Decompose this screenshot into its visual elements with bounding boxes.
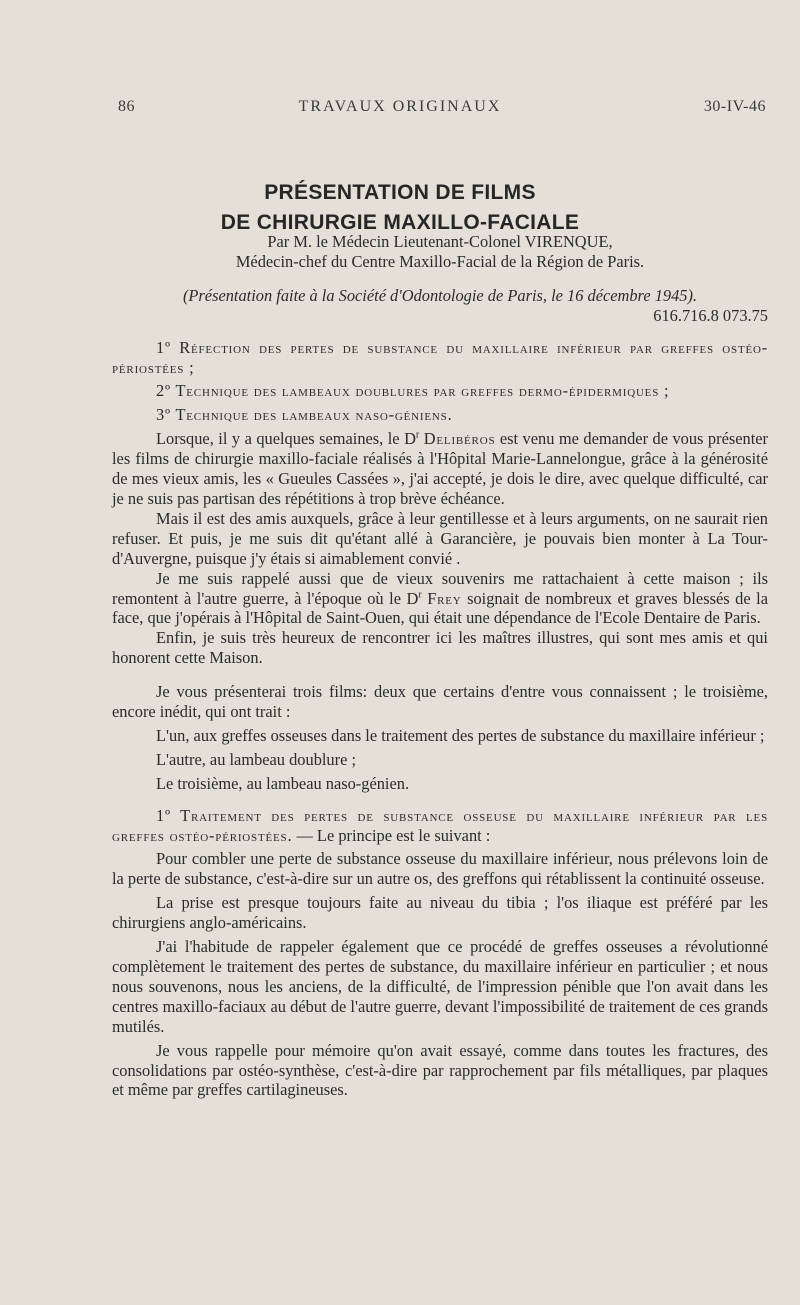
superscript: r [418,589,422,601]
paragraph: L'un, aux greffes osseuses dans le traitement des pertes de substance du maxillaire inférieur ; [156,725,765,745]
paragraph: Je vous présenterai trois films: deux que certains d'entre vous connaissent ; le troisième, encore inédit, qui ont trait : [112,682,768,722]
article-body [112,232,768,1100]
title-line-2: DE CHIRURGIE MAXILLO-FACIALE [220,211,580,234]
paragraph: Enfin, je suis très heureux de rencontrer ici les maîtres illustres, qui sont mes amis et qui honorent cette Maison. [112,628,768,668]
page-number: 86 [118,98,135,115]
author-line: Par M. le Médecin Lieutenant-Colonel VIRENQUE, [267,232,613,251]
section-1 [112,806,768,846]
name-delliberos: Delibéros [423,429,496,449]
text-run: Je me suis rappelé aussi que de vieux souvenirs me rattachaient à cette maison ; ils remontent à l'autre guerre, à l'époque où le D [112,568,768,608]
toc-item-2: 2º Technique des lambeaux doublures par greffes dermo-épidermiques ; [156,381,670,401]
text-run: soignait de nombreux et graves blessés de la face, que j'opérais à l'Hôpital de Saint-Ouen, qui était une dépendance de l'Ecole Dentaire de Paris. [112,588,768,628]
text-run: est venu me demander de vous présenter les films de chirurgie maxillo-faciale réalisés à l'Hôpital Marie-Lannelongue, grâce à la générosité de mes vieux amis, les « Gueules Cassées », j'ai accepté, je dois le dire, avec quelque difficulté, car je ne suis pas partisan des répétitions à trop brève échéance. [112,429,768,508]
toc-item-3: 3º Technique des lambeaux naso-géniens. [156,405,453,425]
text-run: Lorsque, il y a quelques semaines, le D [156,429,416,449]
superscript: r [415,429,420,441]
paragraph: Je vous rappelle pour mémoire qu'on avait essayé, comme dans toutes les fractures, des consolidations par ostéo-synthèse, c'est-à-dire par rapprochement par fils métalliques, par plaques et même par greffes cartilagineuses. [112,1040,768,1100]
toc-item-1: 1º Réfection des pertes de substance du maxillaire inférieur par greffes ostéo-périostées ; [112,337,768,377]
text-run: — Le principe est le suivant : [292,825,491,845]
name-frey: Frey [427,588,462,608]
paragraph: L'autre, au lambeau doublure ; [156,749,357,769]
running-header [0,98,800,118]
classification-code: 616.716.8 073.75 [653,305,768,325]
running-title: TRAVAUX ORIGINAUX [298,98,502,115]
paragraph: Mais il est des amis auxquels, grâce à leur gentillesse et à leurs arguments, on ne saurait rien refuser. Et puis, je me suis dit qu'étant allé à Garancière, je pouvais bien monter à La Tour-d'Auvergne, puisque j'y étais si aimablement convié . [112,508,768,568]
article-title [0,178,800,238]
paragraph [112,569,768,629]
presentation-note: (Présentation faite à la Société d'Odontologie de Paris, le 16 décembre 1945). [182,285,698,305]
title-line-1: PRÉSENTATION DE FILMS [264,181,536,204]
paragraph: J'ai l'habitude de rappeler également que ce procédé de greffes osseuses a révolutionné complètement le traitement des pertes de substance, du maxillaire inférieur en particulier ; et nous nous souvenons, nous les anciens, de la difficulté, de l'impression pénible que l'on avait dans les centres maxillo-faciaux au début de l'autre guerre, devant l'impossibilité de traitement de ces grands mutilés. [112,937,768,1036]
author-affiliation: Médecin-chef du Centre Maxillo-Facial de la Région de Paris. [235,251,645,271]
section-heading: 1º Traitement des pertes de substance osseuse du maxillaire inférieur par les greffes ostéo-périostées. [112,805,768,845]
paragraph [112,429,768,509]
paragraph: La prise est presque toujours faite au niveau du tibia ; l'os iliaque est préféré par les chirurgiens anglo-américains. [112,893,768,933]
issue-date: 30-IV-46 [703,98,766,115]
paragraph: Pour combler une perte de substance osseuse du maxillaire inférieur, nous prélevons loin de la perte de substance, c'est-à-dire sur un autre os, des greffons qui rétablissent la continuité osseuse. [112,849,768,889]
paragraph: Le troisième, au lambeau naso-génien. [156,773,410,793]
